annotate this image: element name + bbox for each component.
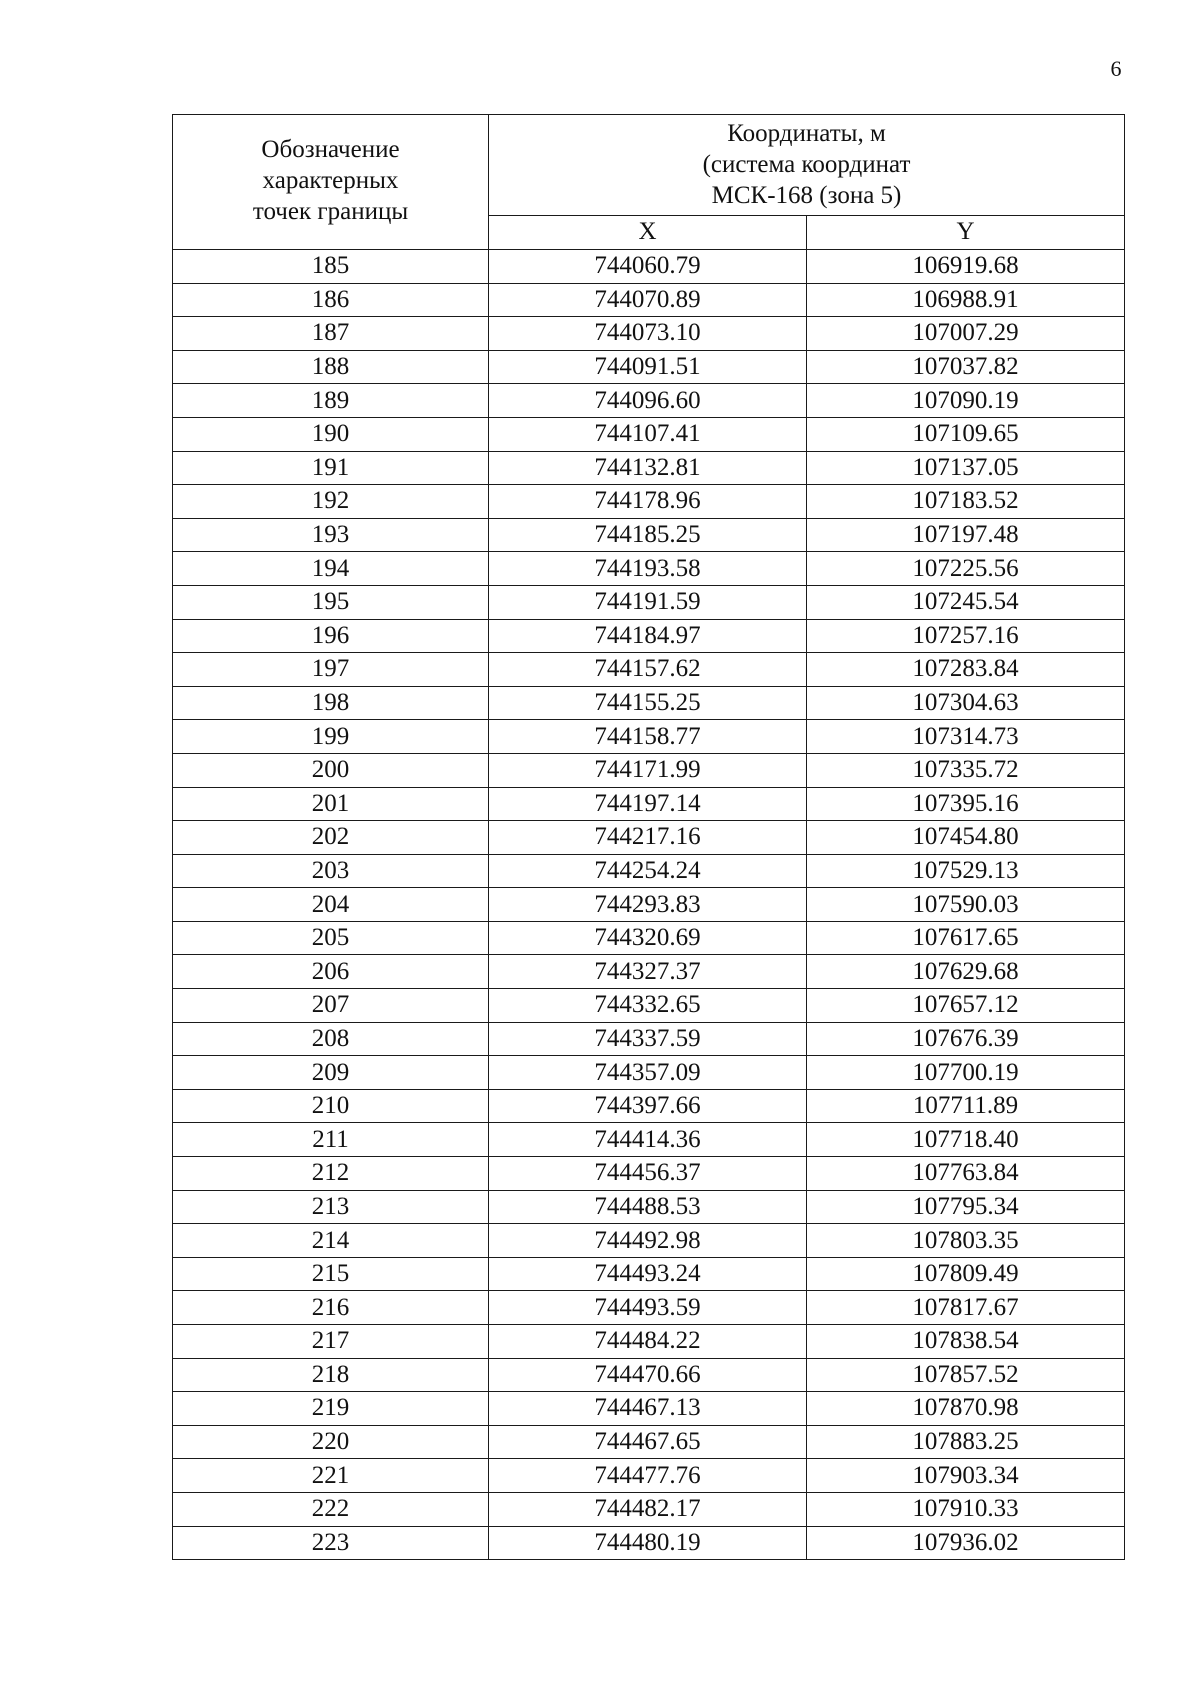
table-row — [173, 1190, 1125, 1224]
point-number-cell: 186 — [173, 283, 489, 317]
point-number-cell: 222 — [173, 1492, 489, 1526]
table-row — [173, 1459, 1125, 1493]
designation-header-line-3: точек границы — [252, 197, 409, 225]
x-coordinate-cell: 744492.98 — [489, 1224, 807, 1258]
table-row — [173, 1425, 1125, 1459]
point-number-cell: 198 — [173, 686, 489, 720]
table-row — [173, 955, 1125, 989]
x-coordinate-cell: 744320.69 — [489, 921, 807, 955]
table-row — [173, 720, 1125, 754]
y-coordinate-cell: 107109.65 — [807, 417, 1125, 451]
y-coordinate-cell: 106919.68 — [807, 250, 1125, 284]
x-coordinate-cell: 744073.10 — [489, 317, 807, 351]
coordinates-header-line-2: (система координат — [702, 151, 911, 179]
point-number-cell: 217 — [173, 1325, 489, 1359]
point-number-cell: 194 — [173, 552, 489, 586]
y-coordinate-cell: 107617.65 — [807, 921, 1125, 955]
table-row — [173, 921, 1125, 955]
point-number-cell: 218 — [173, 1358, 489, 1392]
x-column-header: X — [489, 215, 807, 249]
point-number-cell: 190 — [173, 417, 489, 451]
y-coordinate-cell: 107870.98 — [807, 1392, 1125, 1426]
y-coordinate-cell: 107857.52 — [807, 1358, 1125, 1392]
x-coordinate-cell: 744397.66 — [489, 1089, 807, 1123]
table-row — [173, 1257, 1125, 1291]
table-row — [173, 485, 1125, 519]
x-coordinate-cell: 744171.99 — [489, 753, 807, 787]
y-coordinate-cell: 107257.16 — [807, 619, 1125, 653]
point-number-cell: 215 — [173, 1257, 489, 1291]
y-coordinate-cell: 107936.02 — [807, 1526, 1125, 1560]
table-row — [173, 585, 1125, 619]
table-header — [173, 115, 1125, 250]
y-coordinate-cell: 107283.84 — [807, 653, 1125, 687]
x-coordinate-cell: 744132.81 — [489, 451, 807, 485]
table-row — [173, 518, 1125, 552]
point-number-cell: 193 — [173, 518, 489, 552]
table-row — [173, 854, 1125, 888]
x-coordinate-cell: 744091.51 — [489, 350, 807, 384]
table-row — [173, 552, 1125, 586]
table-row — [173, 787, 1125, 821]
table-row — [173, 821, 1125, 855]
x-coordinate-cell: 744470.66 — [489, 1358, 807, 1392]
header-row — [173, 115, 1125, 216]
coordinates-header-line-3: МСК-168 (зона 5) — [711, 182, 902, 210]
y-coordinate-cell: 107335.72 — [807, 753, 1125, 787]
x-coordinate-cell: 744191.59 — [489, 585, 807, 619]
table-row — [173, 417, 1125, 451]
x-coordinate-cell: 744070.89 — [489, 283, 807, 317]
y-coordinate-cell: 107304.63 — [807, 686, 1125, 720]
x-coordinate-cell: 744332.65 — [489, 989, 807, 1023]
x-coordinate-cell: 744493.59 — [489, 1291, 807, 1325]
y-coordinate-cell: 107225.56 — [807, 552, 1125, 586]
x-coordinate-cell: 744493.24 — [489, 1257, 807, 1291]
point-number-cell: 196 — [173, 619, 489, 653]
x-coordinate-cell: 744327.37 — [489, 955, 807, 989]
x-coordinate-cell: 744158.77 — [489, 720, 807, 754]
coordinates-table — [172, 114, 1125, 1560]
point-number-cell: 185 — [173, 250, 489, 284]
page-number: 6 — [1110, 56, 1122, 81]
y-coordinate-cell: 107838.54 — [807, 1325, 1125, 1359]
point-number-cell: 213 — [173, 1190, 489, 1224]
x-coordinate-cell: 744193.58 — [489, 552, 807, 586]
y-coordinate-cell: 107676.39 — [807, 1022, 1125, 1056]
point-number-cell: 207 — [173, 989, 489, 1023]
designation-header-line-1: Обозначение — [261, 135, 400, 163]
y-coordinate-cell: 107183.52 — [807, 485, 1125, 519]
point-number-cell: 192 — [173, 485, 489, 519]
table-row — [173, 1492, 1125, 1526]
y-coordinate-cell: 107883.25 — [807, 1425, 1125, 1459]
x-coordinate-cell: 744155.25 — [489, 686, 807, 720]
y-coordinate-cell: 107529.13 — [807, 854, 1125, 888]
point-number-cell: 195 — [173, 585, 489, 619]
y-coordinate-cell: 107314.73 — [807, 720, 1125, 754]
y-coordinate-cell: 107803.35 — [807, 1224, 1125, 1258]
point-number-cell: 197 — [173, 653, 489, 687]
point-designation-header — [173, 115, 489, 250]
y-coordinate-cell: 107395.16 — [807, 787, 1125, 821]
table-row — [173, 1325, 1125, 1359]
y-coordinate-cell: 107711.89 — [807, 1089, 1125, 1123]
y-coordinate-cell: 107197.48 — [807, 518, 1125, 552]
table-row — [173, 1123, 1125, 1157]
table-row — [173, 1224, 1125, 1258]
y-coordinate-cell: 107903.34 — [807, 1459, 1125, 1493]
point-number-cell: 220 — [173, 1425, 489, 1459]
y-coordinate-cell: 107718.40 — [807, 1123, 1125, 1157]
y-coordinate-cell: 107763.84 — [807, 1157, 1125, 1191]
x-coordinate-cell: 744467.13 — [489, 1392, 807, 1426]
table-row — [173, 1089, 1125, 1123]
table-row — [173, 1291, 1125, 1325]
y-coordinate-cell: 107809.49 — [807, 1257, 1125, 1291]
y-coordinate-cell: 107007.29 — [807, 317, 1125, 351]
y-coordinate-cell: 107037.82 — [807, 350, 1125, 384]
y-coordinate-cell: 107454.80 — [807, 821, 1125, 855]
point-number-cell: 200 — [173, 753, 489, 787]
x-coordinate-cell: 744184.97 — [489, 619, 807, 653]
y-coordinate-cell: 107700.19 — [807, 1056, 1125, 1090]
point-number-cell: 206 — [173, 955, 489, 989]
point-number-cell: 201 — [173, 787, 489, 821]
point-number-cell: 189 — [173, 384, 489, 418]
table-body — [173, 250, 1125, 1560]
point-number-cell: 211 — [173, 1123, 489, 1157]
table-row — [173, 653, 1125, 687]
y-coordinate-cell: 107910.33 — [807, 1492, 1125, 1526]
table-row — [173, 250, 1125, 284]
x-coordinate-cell: 744477.76 — [489, 1459, 807, 1493]
point-number-cell: 209 — [173, 1056, 489, 1090]
x-coordinate-cell: 744157.62 — [489, 653, 807, 687]
x-coordinate-cell: 744107.41 — [489, 417, 807, 451]
table-row — [173, 1022, 1125, 1056]
table-row — [173, 619, 1125, 653]
x-coordinate-cell: 744357.09 — [489, 1056, 807, 1090]
point-number-cell: 212 — [173, 1157, 489, 1191]
point-number-cell: 191 — [173, 451, 489, 485]
table-row — [173, 1526, 1125, 1560]
table-row — [173, 989, 1125, 1023]
x-coordinate-cell: 744482.17 — [489, 1492, 807, 1526]
table-row — [173, 384, 1125, 418]
point-number-cell: 204 — [173, 888, 489, 922]
point-number-cell: 199 — [173, 720, 489, 754]
y-coordinate-cell: 107817.67 — [807, 1291, 1125, 1325]
point-number-cell: 223 — [173, 1526, 489, 1560]
point-number-cell: 188 — [173, 350, 489, 384]
coordinates-header-line-1: Координаты, м — [727, 120, 886, 148]
table-row — [173, 888, 1125, 922]
table-row — [173, 350, 1125, 384]
point-number-cell: 216 — [173, 1291, 489, 1325]
x-coordinate-cell: 744293.83 — [489, 888, 807, 922]
y-coordinate-cell: 107590.03 — [807, 888, 1125, 922]
table-row — [173, 1056, 1125, 1090]
table-row — [173, 283, 1125, 317]
y-column-header: Y — [807, 215, 1125, 249]
x-coordinate-cell: 744197.14 — [489, 787, 807, 821]
x-coordinate-cell: 744254.24 — [489, 854, 807, 888]
point-number-cell: 219 — [173, 1392, 489, 1426]
x-coordinate-cell: 744467.65 — [489, 1425, 807, 1459]
table-row — [173, 686, 1125, 720]
x-coordinate-cell: 744484.22 — [489, 1325, 807, 1359]
point-number-cell: 210 — [173, 1089, 489, 1123]
y-coordinate-cell: 107629.68 — [807, 955, 1125, 989]
y-coordinate-cell: 107657.12 — [807, 989, 1125, 1023]
x-coordinate-cell: 744337.59 — [489, 1022, 807, 1056]
x-coordinate-cell: 744185.25 — [489, 518, 807, 552]
table-row — [173, 1392, 1125, 1426]
y-coordinate-cell: 107137.05 — [807, 451, 1125, 485]
x-coordinate-cell: 744096.60 — [489, 384, 807, 418]
point-number-cell: 221 — [173, 1459, 489, 1493]
x-coordinate-cell: 744488.53 — [489, 1190, 807, 1224]
x-coordinate-cell: 744480.19 — [489, 1526, 807, 1560]
x-coordinate-cell: 744456.37 — [489, 1157, 807, 1191]
table-row — [173, 753, 1125, 787]
table-row — [173, 1358, 1125, 1392]
y-coordinate-cell: 107090.19 — [807, 384, 1125, 418]
point-number-cell: 214 — [173, 1224, 489, 1258]
point-number-cell: 202 — [173, 821, 489, 855]
table-row — [173, 451, 1125, 485]
table-row — [173, 317, 1125, 351]
designation-header-line-2: характерных — [262, 166, 399, 194]
point-number-cell: 187 — [173, 317, 489, 351]
point-number-cell: 205 — [173, 921, 489, 955]
point-number-cell: 203 — [173, 854, 489, 888]
coordinates-header — [489, 115, 1125, 216]
x-coordinate-cell: 744217.16 — [489, 821, 807, 855]
x-coordinate-cell: 744060.79 — [489, 250, 807, 284]
x-coordinate-cell: 744178.96 — [489, 485, 807, 519]
y-coordinate-cell: 107245.54 — [807, 585, 1125, 619]
table-row — [173, 1157, 1125, 1191]
y-coordinate-cell: 107795.34 — [807, 1190, 1125, 1224]
y-coordinate-cell: 106988.91 — [807, 283, 1125, 317]
x-coordinate-cell: 744414.36 — [489, 1123, 807, 1157]
point-number-cell: 208 — [173, 1022, 489, 1056]
